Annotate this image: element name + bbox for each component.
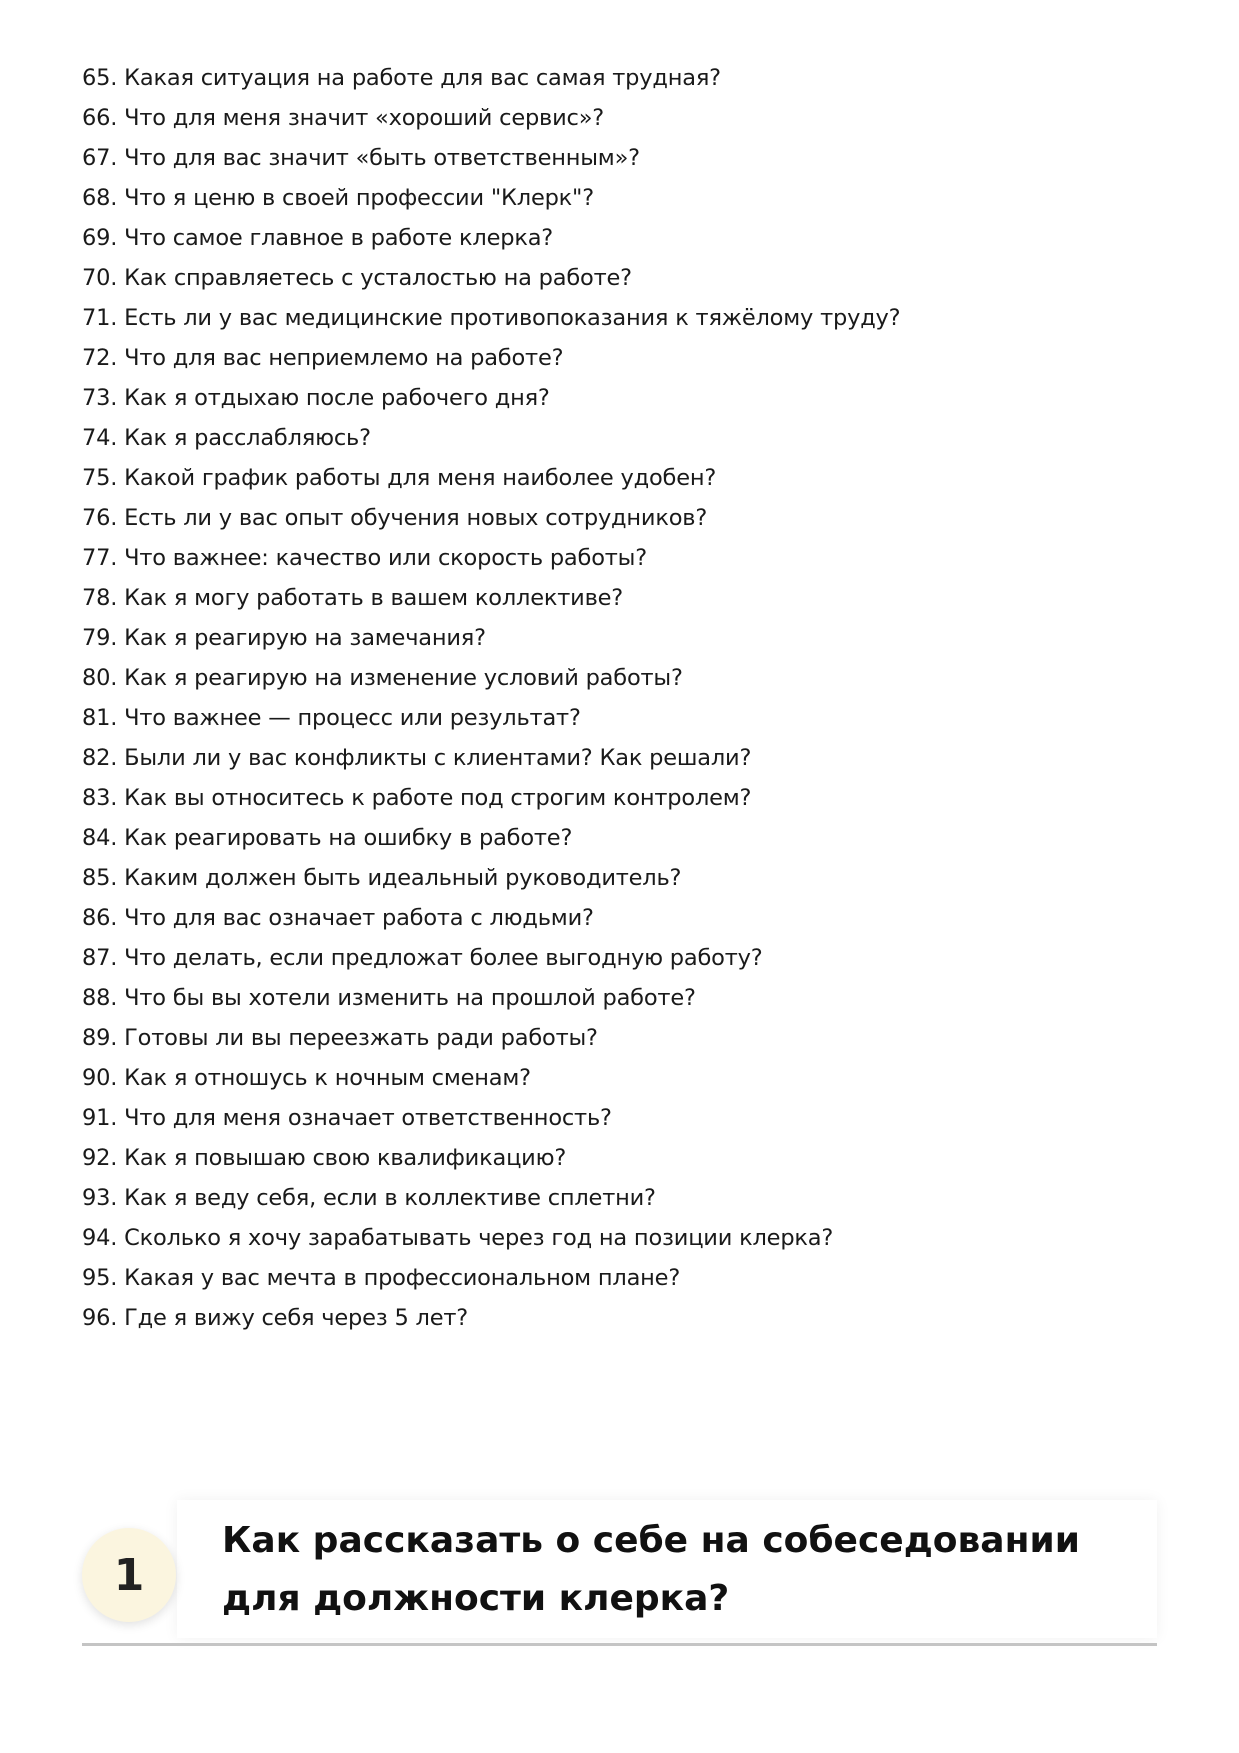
question-item: 75. Какой график работы для меня наиболее удобен? bbox=[82, 465, 717, 491]
question-item: 92. Как я повышаю свою квалификацию? bbox=[82, 1145, 567, 1171]
question-item: 94. Сколько я хочу зарабатывать через год на позиции клерка? bbox=[82, 1225, 834, 1251]
question-item: 70. Как справляетесь с усталостью на работе? bbox=[82, 265, 632, 291]
question-item: 85. Каким должен быть идеальный руководитель? bbox=[82, 865, 682, 891]
question-item: 83. Как вы относитесь к работе под строгим контролем? bbox=[82, 785, 752, 811]
question-item: 84. Как реагировать на ошибку в работе? bbox=[82, 825, 573, 851]
question-list bbox=[82, 58, 900, 1338]
question-item: 73. Как я отдыхаю после рабочего дня? bbox=[82, 385, 550, 411]
question-item: 76. Есть ли у вас опыт обучения новых сотрудников? bbox=[82, 505, 708, 531]
question-item: 79. Как я реагирую на замечания? bbox=[82, 625, 486, 651]
section-number-badge: 1 bbox=[82, 1528, 176, 1622]
question-item: 77. Что важнее: качество или скорость работы? bbox=[82, 545, 647, 571]
question-item: 96. Где я вижу себя через 5 лет? bbox=[82, 1305, 469, 1331]
question-item: 90. Как я отношусь к ночным сменам? bbox=[82, 1065, 531, 1091]
question-item: 68. Что я ценю в своей профессии "Клерк"? bbox=[82, 185, 594, 211]
question-item: 78. Как я могу работать в вашем коллективе? bbox=[82, 585, 624, 611]
section-title: Как рассказать о себе на собеседовании для должности клерка? bbox=[222, 1520, 1080, 1619]
question-item: 74. Как я расслабляюсь? bbox=[82, 425, 371, 451]
question-item: 69. Что самое главное в работе клерка? bbox=[82, 225, 554, 251]
question-item: 95. Какая у вас мечта в профессиональном плане? bbox=[82, 1265, 681, 1291]
question-item: 72. Что для вас неприемлемо на работе? bbox=[82, 345, 564, 371]
question-item: 80. Как я реагирую на изменение условий работы? bbox=[82, 665, 683, 691]
question-item: 86. Что для вас означает работа с людьми? bbox=[82, 905, 594, 931]
question-item: 65. Какая ситуация на работе для вас самая трудная? bbox=[82, 65, 721, 91]
question-item: 89. Готовы ли вы переезжать ради работы? bbox=[82, 1025, 598, 1051]
section-header bbox=[82, 1500, 1157, 1645]
question-item: 87. Что делать, если предложат более выгодную работу? bbox=[82, 945, 763, 971]
question-item: 82. Были ли у вас конфликты с клиентами? Как решали? bbox=[82, 745, 752, 771]
question-item: 81. Что важнее — процесс или результат? bbox=[82, 705, 581, 731]
question-item: 71. Есть ли у вас медицинские противопоказания к тяжёлому труду? bbox=[82, 305, 901, 331]
question-item: 88. Что бы вы хотели изменить на прошлой работе? bbox=[82, 985, 696, 1011]
section-divider bbox=[82, 1643, 1157, 1646]
question-item: 66. Что для меня значит «хороший сервис»? bbox=[82, 105, 605, 131]
question-item: 67. Что для вас значит «быть ответственным»? bbox=[82, 145, 640, 171]
question-item: 91. Что для меня означает ответственность? bbox=[82, 1105, 612, 1131]
question-item: 93. Как я веду себя, если в коллективе сплетни? bbox=[82, 1185, 656, 1211]
